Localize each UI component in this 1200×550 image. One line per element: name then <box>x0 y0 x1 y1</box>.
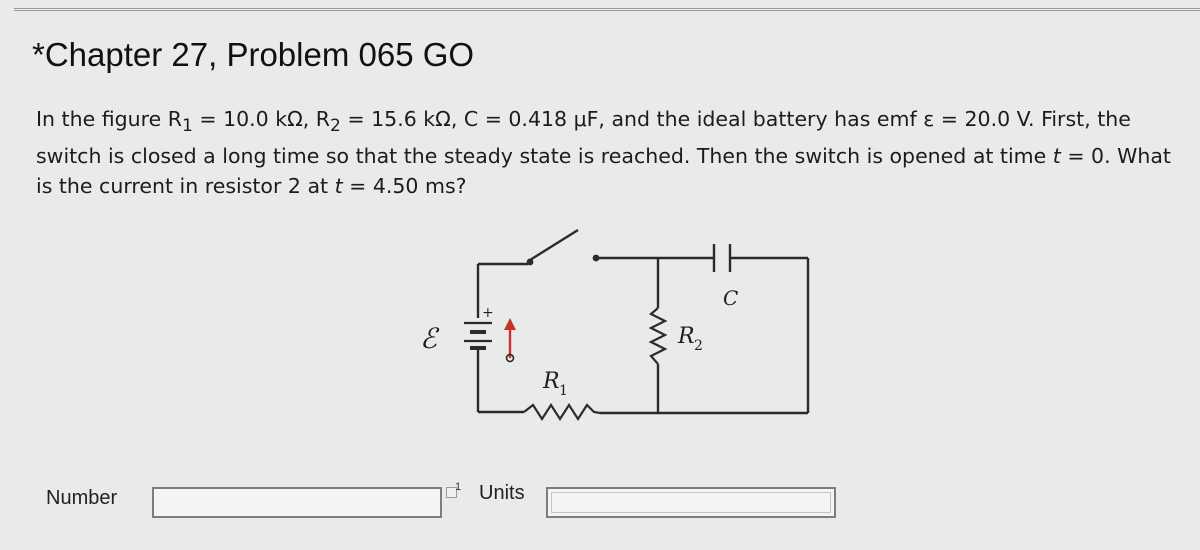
time-variable: t <box>1052 144 1061 169</box>
question-part: In the figure R <box>36 107 182 131</box>
battery-plus-sign: + <box>482 305 494 321</box>
r1-resistor <box>524 405 600 419</box>
units-select[interactable] <box>546 487 836 518</box>
switch-blade <box>530 230 578 260</box>
r2-subscript: 2 <box>330 116 341 137</box>
r1-subscript: 1 <box>181 116 193 137</box>
r2-resistor <box>651 308 665 364</box>
battery-symbol <box>464 323 492 348</box>
r2-label: R <box>678 324 695 349</box>
question-part: = 0. What is the current in resistor 2 at <box>36 144 1171 199</box>
answer-row <box>0 478 1200 528</box>
time-variable: t <box>334 174 343 199</box>
question-part: = 15.6 kΩ, C = 0.418 μF, and the ideal battery has emf ε = 20.0 V. First, the switch is closed a long time so that the steady state is reached. Then the switch is opened at time <box>36 107 1131 169</box>
question-part: = 10.0 kΩ, R <box>192 107 331 131</box>
problem-title: *Chapter 27, Problem 065 GO <box>32 36 475 73</box>
switch-contact-left <box>527 259 534 266</box>
number-input[interactable] <box>152 487 442 518</box>
units-label: Units <box>479 482 525 504</box>
r2-label-subscript: 2 <box>694 338 703 354</box>
emf-arrow-head <box>504 318 516 330</box>
r1-label-subscript: 1 <box>559 383 568 399</box>
question-text <box>36 104 1186 201</box>
capacitor-label: C <box>723 286 739 310</box>
circuit-wires <box>478 230 808 413</box>
top-rule <box>14 8 1200 11</box>
r1-label: R <box>543 369 560 394</box>
emf-label: ℰ <box>420 322 437 355</box>
question-part: = 4.50 ms? <box>342 174 467 199</box>
capacitor-symbol <box>714 244 730 272</box>
emf-arrow <box>504 318 516 362</box>
switch-contact-right <box>593 255 600 262</box>
number-label: Number <box>46 487 118 509</box>
hint-number: 1 <box>455 481 462 493</box>
units-select-value <box>551 492 831 513</box>
circuit-figure <box>400 222 840 444</box>
